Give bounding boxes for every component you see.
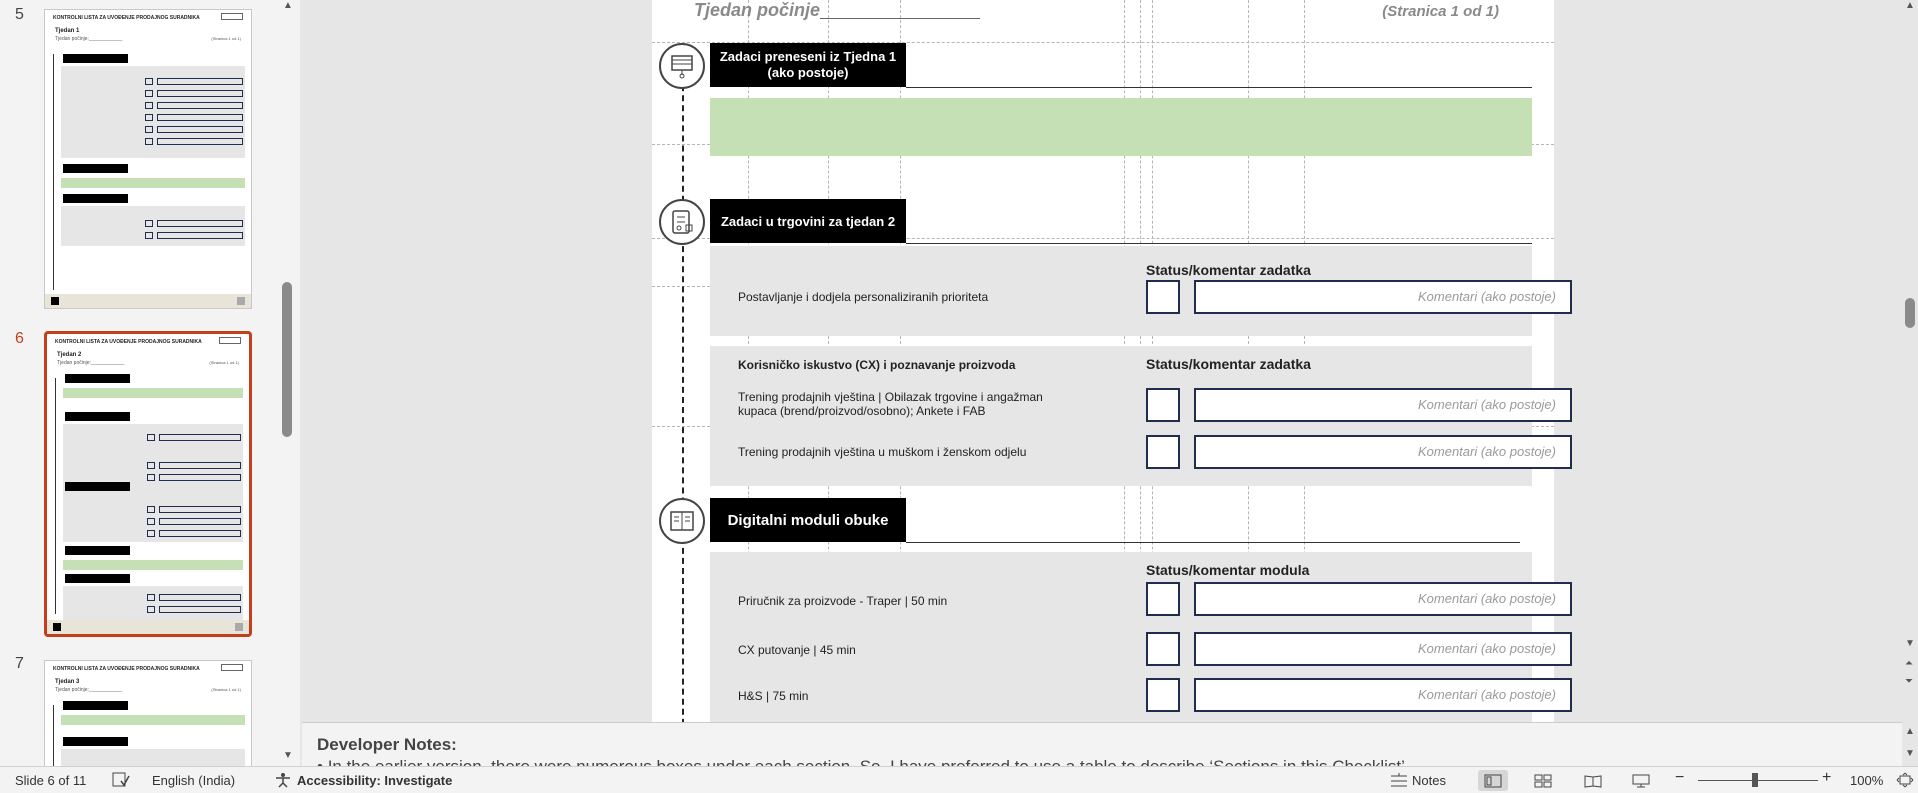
thumbnail-timeline	[55, 378, 56, 614]
zoom-slider-thumb[interactable]	[1752, 773, 1758, 787]
thumbnail-icons	[219, 337, 241, 344]
book-icon	[659, 498, 705, 544]
thumbnail-section-bar	[65, 374, 130, 383]
slide-sorter-button[interactable]	[1528, 770, 1558, 791]
module-label: H&S | 75 min	[738, 689, 809, 703]
status-column-header: Status/komentar modula	[1146, 562, 1310, 578]
thumbnail-green-block	[63, 560, 243, 570]
thumbnail-section-bar	[63, 194, 128, 203]
zoom-slider[interactable]	[1698, 780, 1818, 781]
thumbnail-row	[145, 78, 243, 85]
module-label: Priručnik za proizvode - Traper | 50 min	[738, 594, 948, 608]
thumbnail-grey-block	[63, 586, 243, 622]
thumbnail-green-block	[61, 715, 245, 725]
thumbnail-footer	[47, 620, 249, 634]
thumbnail-row	[145, 102, 243, 109]
thumbnail-row	[145, 138, 243, 145]
group-title: Korisničko iskustvo (CX) i poznavanje proizvoda	[738, 358, 1016, 372]
week-start-label: Tjedan počinje	[694, 0, 821, 20]
previous-slide-icon[interactable]: ⏶	[1905, 658, 1913, 669]
notes-scroll-up-icon[interactable]: ▲	[1905, 726, 1915, 737]
thumbnail-row	[147, 594, 241, 601]
thumbnail-title: KONTROLNI LISTA ZA UVOĐENJE PRODAJNOG SURADNIKA	[55, 339, 202, 345]
thumbnail-row	[147, 506, 241, 513]
thumbnail-timeline	[53, 54, 54, 290]
module-comment-field[interactable]: Komentari (ako postoje)	[1194, 582, 1572, 616]
task-comment-field[interactable]: Komentari (ako postoje)	[1194, 280, 1572, 314]
thumbnail-subheading: Tjedan počinje:____________	[57, 360, 125, 366]
notes-heading: Developer Notes:	[317, 735, 457, 754]
accessibility-icon[interactable]	[274, 772, 292, 788]
calendar-icon	[659, 43, 705, 89]
thumbnail-heading: Tjedan 2	[57, 352, 82, 358]
scroll-up-arrow-icon[interactable]: ▲	[1905, 0, 1915, 11]
task-status-checkbox[interactable]	[1146, 388, 1180, 422]
task-status-checkbox[interactable]	[1146, 435, 1180, 469]
task-label: Trening prodajnih vještina | Obilazak trgovine i angažman kupaca (brend/proizvod/osobno); Ankete i FAB	[738, 390, 1043, 418]
status-bar	[0, 766, 1918, 793]
thumbnail-section-bar	[65, 546, 130, 555]
thumbnail-icons	[221, 664, 243, 671]
thumbnail-subheading: Tjedan počinje:____________	[55, 36, 123, 42]
thumbnail-section-bar	[63, 701, 128, 710]
scroll-up-arrow-icon[interactable]: ▲	[283, 0, 293, 11]
module-comment-field[interactable]: Komentari (ako postoje)	[1194, 678, 1572, 712]
thumbnail-number: 7	[15, 655, 24, 672]
zoom-in-icon[interactable]: +	[1822, 769, 1832, 786]
task-comment-field[interactable]: Komentari (ako postoje)	[1194, 388, 1572, 422]
thumbnail-row	[145, 232, 243, 239]
notes-icon[interactable]	[1390, 772, 1408, 788]
thumbnail-row	[147, 530, 241, 537]
thumbnail-heading: Tjedan 3	[55, 679, 80, 685]
status-column-header: Status/komentar zadatka	[1146, 356, 1311, 372]
thumbnail-row	[145, 90, 243, 97]
thumbnail-section-bar	[65, 574, 130, 583]
thumbnail-section-bar	[63, 164, 128, 173]
thumbnail-section-bar	[63, 54, 128, 63]
slide-canvas[interactable]	[652, 0, 1554, 770]
thumbnail-page: (Stranica 1 od 1)	[209, 360, 239, 365]
notes-toggle[interactable]: Notes	[1412, 773, 1446, 788]
slide-thumbnail-5[interactable]	[44, 9, 252, 309]
thumbnail-subheading: Tjedan počinje:____________	[55, 687, 123, 693]
page-indicator: (Stranica 1 od 1)	[1382, 3, 1499, 20]
thumbnail-row	[147, 434, 241, 441]
thumbnail-row	[147, 606, 241, 613]
thumbnail-scrollbar[interactable]	[278, 0, 300, 766]
thumbnail-row	[145, 220, 243, 227]
zoom-out-icon[interactable]: −	[1675, 769, 1685, 786]
notes-scroll-down-icon[interactable]: ▼	[1905, 748, 1915, 759]
thumbnail-page: (Stranica 1 od 1)	[211, 36, 241, 41]
thumbnail-icons	[221, 13, 243, 20]
thumbnail-page: (Stranica 1 od 1)	[211, 687, 241, 692]
module-label: CX putovanje | 45 min	[738, 643, 856, 657]
task-status-checkbox[interactable]	[1146, 280, 1180, 314]
thumbnail-row	[147, 518, 241, 525]
thumbnail-row	[147, 474, 241, 481]
section-rule	[906, 542, 1520, 543]
slideshow-button[interactable]	[1626, 770, 1656, 791]
checklist-icon	[659, 199, 705, 245]
slide-thumbnail-6[interactable]	[44, 331, 252, 637]
scroll-down-arrow-icon[interactable]: ▼	[283, 750, 293, 761]
task-label: Postavljanje i dodjela personaliziranih prioriteta	[738, 290, 989, 304]
language-indicator[interactable]: English (India)	[152, 773, 236, 788]
thumbnail-scroll-handle[interactable]	[282, 282, 292, 437]
normal-view-button[interactable]	[1478, 770, 1508, 791]
vertical-scrollbar[interactable]	[1902, 0, 1918, 766]
task-comment-field[interactable]: Komentari (ako postoje)	[1194, 435, 1572, 469]
thumbnail-green-block	[61, 178, 245, 188]
section-header-store-tasks: Zadaci u trgovini za tjedan 2	[710, 199, 906, 243]
module-status-checkbox[interactable]	[1146, 582, 1180, 616]
accessibility-status[interactable]: Accessibility: Investigate	[297, 773, 453, 788]
zoom-level[interactable]: 100%	[1850, 773, 1884, 788]
module-status-checkbox[interactable]	[1146, 632, 1180, 666]
thumbnail-heading: Tjedan 1	[55, 28, 80, 34]
reading-view-button[interactable]	[1578, 770, 1608, 791]
thumbnail-section-bar	[65, 412, 130, 421]
carried-tasks-placeholder	[710, 98, 1532, 156]
thumbnail-row	[145, 114, 243, 121]
module-status-checkbox[interactable]	[1146, 678, 1180, 712]
slide-counter[interactable]: Slide 6 of 11	[15, 773, 87, 788]
thumbnail-number: 6	[15, 330, 24, 347]
cx-product-block	[710, 346, 1556, 486]
scroll-down-arrow-icon[interactable]: ▼	[1905, 638, 1915, 649]
store-tasks-block	[710, 246, 1556, 336]
section-rule	[906, 243, 1532, 244]
task-label: Trening prodajnih vještina u muškom i ženskom odjelu	[738, 445, 1027, 459]
thumbnail-row	[145, 126, 243, 133]
thumbnail-section-bar	[65, 482, 130, 491]
timeline-line	[682, 55, 684, 755]
module-comment-field[interactable]: Komentari (ako postoje)	[1194, 632, 1572, 666]
section-rule	[906, 87, 1532, 88]
section-header-digital-modules: Digitalni moduli obuke	[710, 498, 906, 542]
thumbnail-section-bar	[63, 737, 128, 746]
thumbnail-footer	[45, 294, 251, 308]
thumbnail-title: KONTROLNI LISTA ZA UVOĐENJE PRODAJNOG SURADNIKA	[53, 666, 200, 672]
slide-thumbnail-pane[interactable]	[0, 0, 278, 766]
section-header-carried-tasks: Zadaci preneseni iz Tjedna 1 (ako postoje)	[710, 43, 906, 87]
week-start-underline	[820, 18, 980, 19]
spell-check-icon[interactable]	[112, 772, 130, 788]
slide-editing-area[interactable]	[302, 0, 1902, 720]
next-slide-icon[interactable]: ⏷	[1905, 676, 1913, 687]
thumbnail-green-block	[63, 388, 243, 398]
notes-pane[interactable]	[302, 722, 1902, 766]
vertical-scroll-handle[interactable]	[1905, 298, 1915, 328]
fit-to-window-icon[interactable]	[1896, 772, 1914, 788]
thumbnail-title: KONTROLNI LISTA ZA UVOĐENJE PRODAJNOG SURADNIKA	[53, 15, 200, 21]
slide-thumbnail-7[interactable]	[44, 660, 252, 780]
thumbnail-row	[147, 462, 241, 469]
thumbnail-number: 5	[15, 6, 24, 23]
status-column-header: Status/komentar zadatka	[1146, 262, 1311, 278]
